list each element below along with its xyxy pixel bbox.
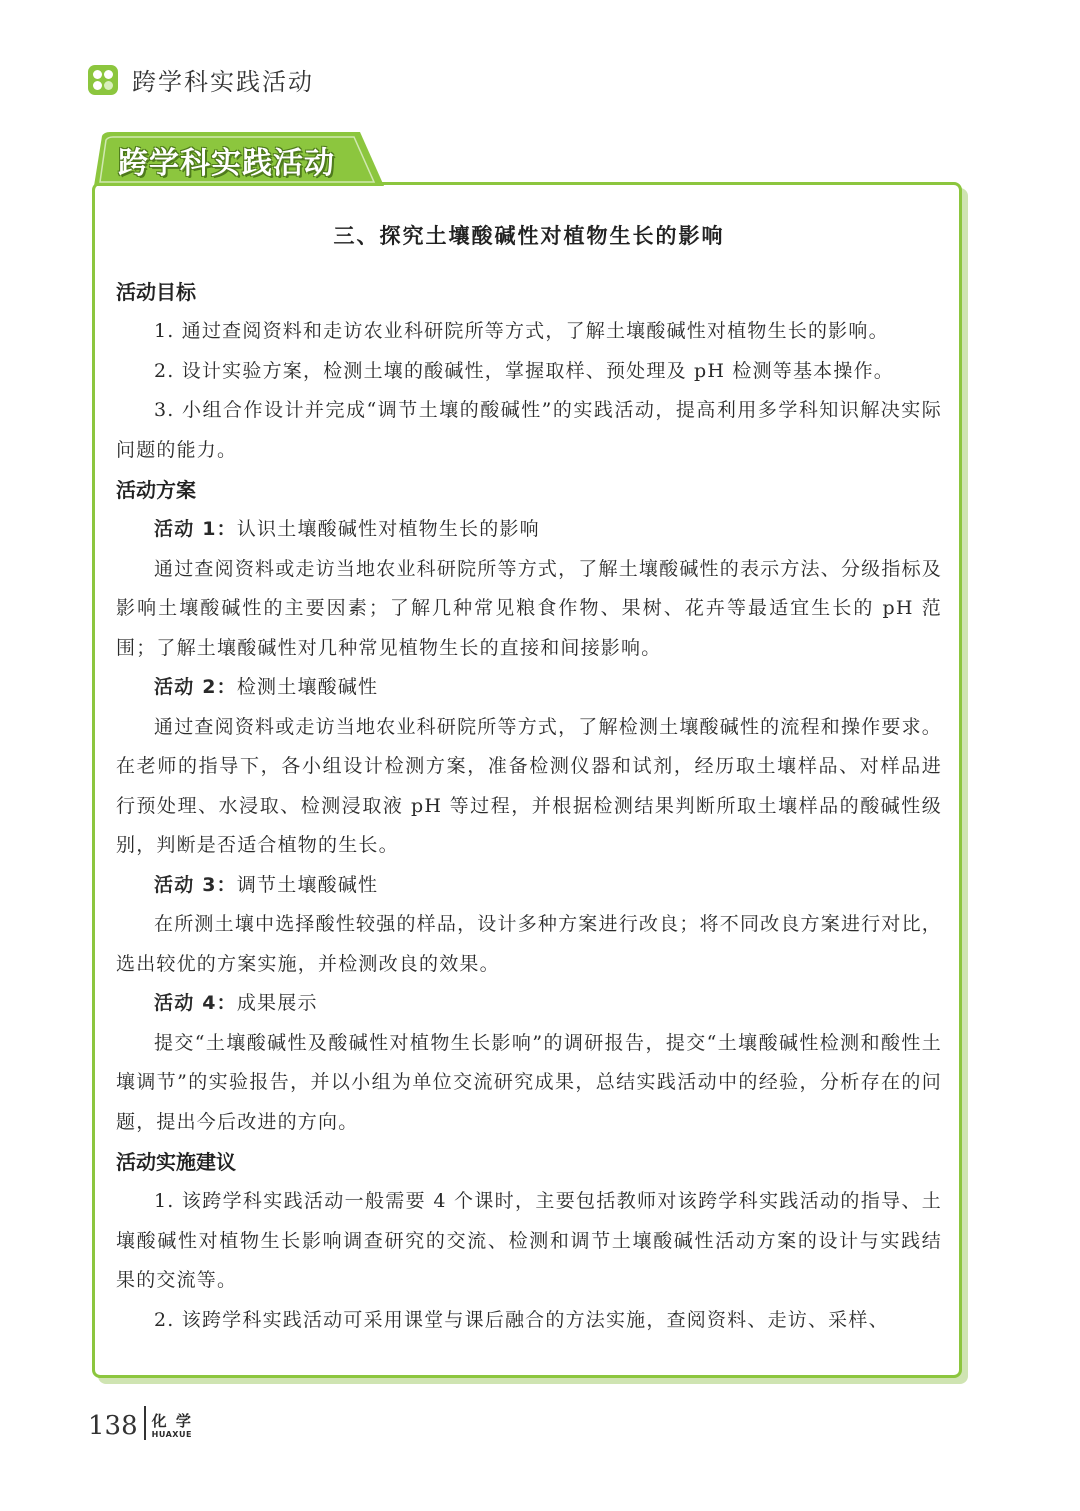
activity-text: 提交“土壤酸碱性及酸碱性对植物生长影响”的调研报告，提交“土壤酸碱性检测和酸性土壤调节”的实验报告，并以小组为单位交流研究成果，总结实践活动中的经验，分析存在的问题，提出今后改进的方向。	[116, 1031, 942, 1133]
page-number: 138	[88, 1411, 138, 1441]
subject-en: HUAXUE	[151, 1430, 192, 1439]
plan-heading: 活动方案	[116, 478, 196, 502]
goal-item: 1. 通过查阅资料和走访农业科研院所等方式，了解土壤酸碱性对植物生长的影响。	[154, 320, 889, 342]
activity-title	[116, 510, 942, 550]
footer-subject	[152, 1412, 193, 1440]
running-header-text: 跨学科实践活动	[132, 68, 314, 96]
activity-name: 认识土壤酸碱性对植物生长的影响	[236, 518, 540, 540]
activity-text: 在所测土壤中选择酸性较强的样品，设计多种方案进行改良；将不同改良方案进行对比，选出较优的方案实施，并检测改良的效果。	[116, 913, 942, 975]
footer-divider	[144, 1406, 146, 1440]
activity-name: 检测土壤酸碱性	[236, 676, 379, 698]
goal-item: 2. 设计实验方案，检测土壤的酸碱性，掌握取样、预处理及 pH 检测等基本操作。	[154, 359, 894, 382]
page-footer	[88, 1406, 193, 1440]
activity-name: 调节土壤酸碱性	[236, 873, 379, 896]
suggestion-item: 2. 该跨学科实践活动可采用课堂与课后融合的方法实施，查阅资料、走访、采样、	[154, 1308, 889, 1331]
four-dots-icon	[88, 65, 118, 95]
activity-label: 活动 1：	[154, 518, 237, 540]
activity-title	[116, 668, 942, 708]
suggestions-heading: 活动实施建议	[116, 1150, 236, 1174]
activity-label: 活动 3：	[154, 873, 237, 896]
activity-title	[116, 984, 942, 1024]
section-tab	[92, 130, 387, 188]
section-tab-label: 跨学科实践活动	[118, 146, 335, 181]
activity-text: 通过查阅资料或走访当地农业科研院所等方式，了解土壤酸碱性的表示方法、分级指标及影响土壤酸碱性的主要因素；了解几种常见粮食作物、果树、花卉等最适宜生长的 pH 范围；了解土壤酸碱性对几种常见植物生长的直接和间接影响。	[116, 557, 942, 659]
activity-title	[116, 866, 942, 906]
subject-cn: 化 学	[151, 1412, 193, 1430]
activity-name: 成果展示	[236, 992, 318, 1014]
goal-item: 3. 小组合作设计并完成“调节土壤的酸碱性”的实践活动，提高利用多学科知识解决实际问题的能力。	[116, 399, 942, 461]
activity-label: 活动 4：	[154, 992, 237, 1014]
activity-text: 通过查阅资料或走访当地农业科研院所等方式，了解检测土壤酸碱性的流程和操作要求。在老师的指导下，各小组设计检测方案，准备检测仪器和试剂，经历取土壤样品、对样品进行预处理、水浸取、检测浸取液 pH 等过程，并根据检测结果判断所取土壤样品的酸碱性级别，判断是否适合植物的生长。	[116, 715, 942, 856]
activity-label: 活动 2：	[154, 676, 237, 698]
suggestion-item: 1. 该跨学科实践活动一般需要 4 个课时，主要包括教师对该跨学科实践活动的指导、土壤酸碱性对植物生长影响调查研究的交流、检测和调节土壤酸碱性活动方案的设计与实践结果的交流等。	[116, 1190, 942, 1291]
goals-heading: 活动目标	[116, 280, 196, 304]
page-title: 三、探究土壤酸碱性对植物生长的影响	[333, 224, 725, 248]
content	[116, 214, 942, 1340]
running-header	[88, 62, 314, 97]
